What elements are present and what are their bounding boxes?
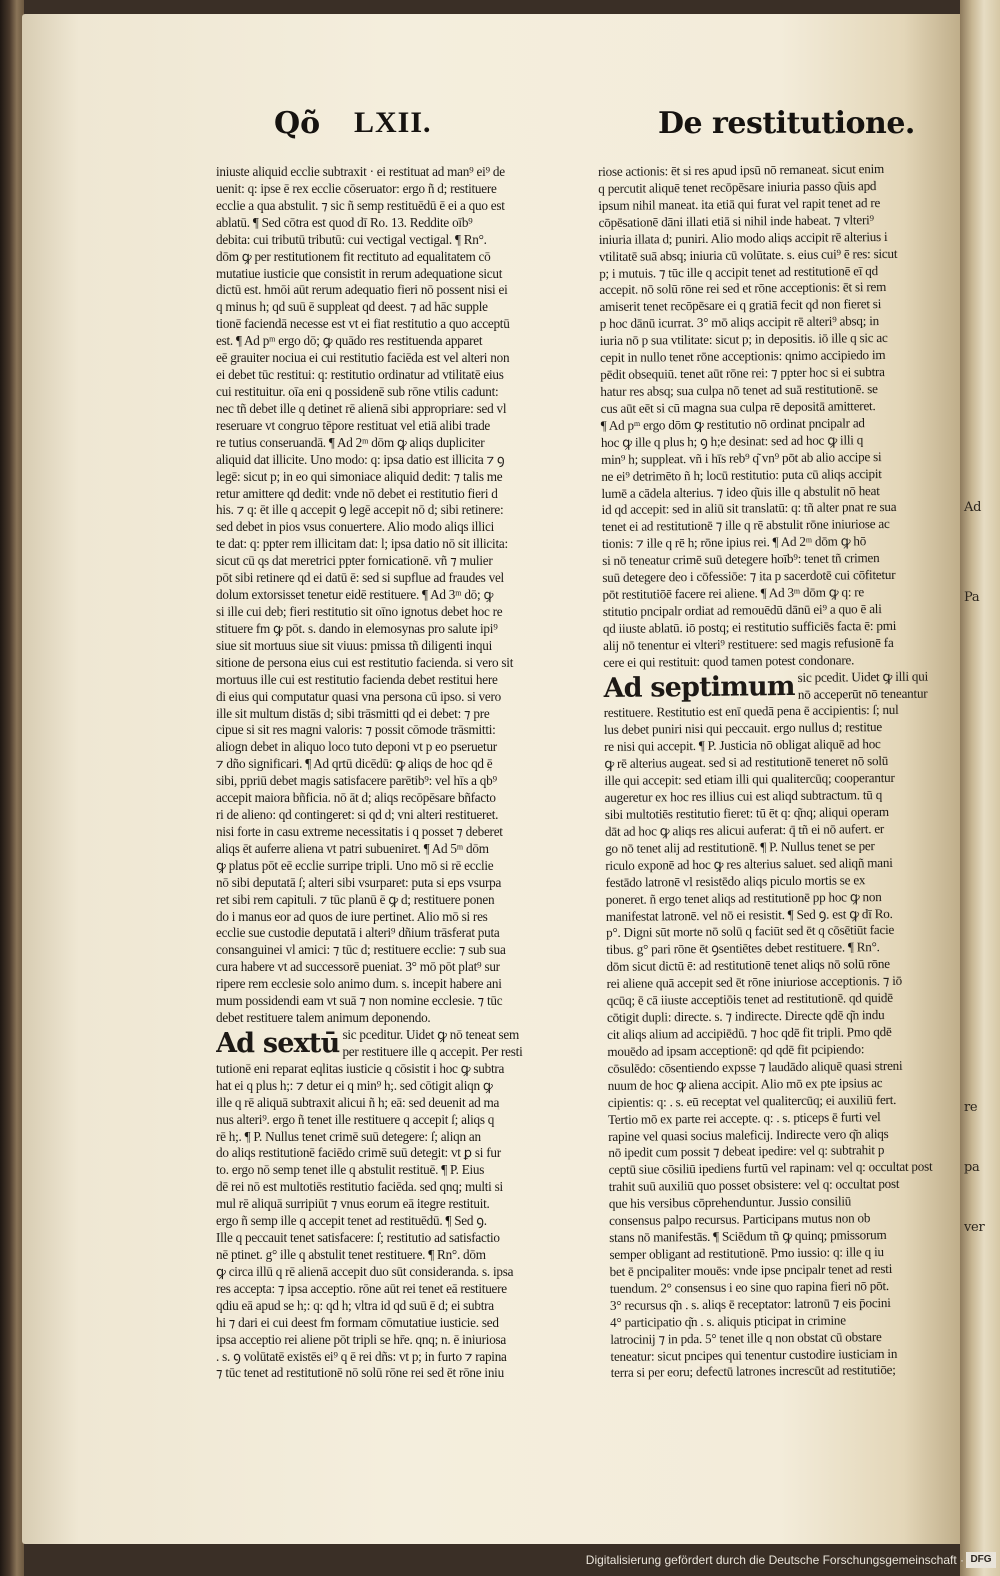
text-line: manifestat latronē. vel nō ei resistit. ¶ Sed ꝯ. est ꝙ dī Ro.: [605, 905, 893, 924]
text-line: res accepta: ⁊ ipsa acceptio. rōne aūt rei tenet eā restituere: [216, 1280, 507, 1296]
text-line: min⁹ h; suppleat. vñ i hīs reb⁹ q͂ vn⁹ pōt ab alio accipe si: [601, 448, 882, 467]
text-line: tionē faciendā necesse est vt ei fiat restitutio a quo acceptū: [216, 316, 510, 332]
text-line: mouēdo ad ipsam acceptionē: qd qdē fit pcipiendo:: [607, 1041, 865, 1059]
text-line: re tutius conseruandā. ¶ Ad 2ᵐ dōm ꝙ aliqs dupliciter: [216, 434, 485, 450]
text-line: tuendum. 2° consensus i eo sine quo rapina fieri nō pōt.: [609, 1277, 889, 1296]
text-line: 3° recursus q͂n . s. aliqs ē receptator: latronū ⁊ eis p̄ocini: [609, 1294, 891, 1313]
text-line: hoc ꝙ ille q plus h; ꝯ h;e desinat: sed ad hoc ꝙ illi q: [600, 431, 864, 450]
text-line: debita: cui tributū tributū: cui vectigal vectigal. ¶ Rn°.: [216, 231, 487, 247]
text-line: stitutio pncipalr ordiat ad remouēdū dānū ei⁹ a quo ē ali: [602, 601, 882, 619]
text-line: mutatiue iusticie que consistit in rerum adequatione sicut: [216, 265, 503, 281]
text-line: est. ¶ Ad pᵐ ergo dō; ꝙ quādo res restituenda apparet: [216, 333, 483, 349]
text-line: 4° participatio q͂n . s. aliquis pticipat in crimine: [610, 1312, 846, 1330]
rubric-line: sic pcedit. Uidet ꝙ illi qui: [797, 668, 929, 685]
text-line: lumē a cādela alterius. ⁊ ideo q͂uis ille q abstulit nō heat: [601, 482, 880, 501]
text-line: sicut cū qs dat meretrici ppter fornicationē. vñ ⁊ mulier: [216, 553, 493, 569]
text-line: aliogn debet in aliquo loco tuto deponi vt p eo pseruetur: [216, 739, 497, 755]
text-line: ergo ñ semp ille q accepit tenet ad restituēdū. ¶ Sed ꝯ.: [216, 1213, 487, 1229]
text-line: nō ipedit cum possit ⁊ debeat ipedire: vel q: subtrahit p: [608, 1142, 885, 1161]
text-line: teneatur: sicut pncipes qui tenentur custodire iusticiam in: [610, 1345, 898, 1364]
text-line: legē: sicut p; in eo qui simoniace aliquid dedit: ⁊ talis me: [216, 468, 503, 484]
book-page: [22, 14, 970, 1544]
text-line: nisi forte in casu extreme necessitatis i q posset ⁊ deberet: [216, 823, 503, 839]
text-line: ipsa acceptio rei aliene pōt tripli se hr̄e. qnq; n. ē iniuriosa: [216, 1331, 507, 1347]
text-line: ille sit multum distās d; sibi trāsmitti qd ei debet: ⁊ pre: [216, 705, 490, 721]
text-line: ecclie a qua abstulit. ⁊ sic ñ semp restituēdū ē ei a quo est: [216, 197, 505, 213]
text-line: pōt restitutiōē facere rei aliene. ¶ Ad 3ᵐ dōm ꝙ q: re: [602, 584, 865, 603]
text-line: augeretur ex hoc res illius cui est aliqd subtractum. tū q: [604, 787, 883, 806]
text-line: Ille q peccauit tenet satisfacere: ſ; restitutio ad satisfactio: [216, 1230, 500, 1246]
rubric-initial-heading: Ad sextū: [216, 1028, 340, 1060]
next-page-fragment: Ad: [964, 500, 982, 515]
text-line: rapine vel quasi socius maleficij. Indirecte vero q͂n aliqs: [608, 1125, 889, 1144]
text-line: siue sit mortuus siue sit viuus: pmissa tñ diligenti inqui: [216, 637, 492, 653]
rubric-line: sic pceditur. Uidet ꝙ nō teneat sem: [342, 1027, 520, 1043]
text-line: ecclie sue custodie deputatā i alteri⁹ dñium trāsferat puta: [216, 925, 500, 941]
dfg-logo: DFG: [966, 1552, 996, 1568]
text-line: sibi, ppriū debet magis satisfacere parētib⁹: vel hīs a qb⁹: [216, 773, 497, 789]
text-column-right: [598, 160, 985, 1382]
next-page-fragment: pa: [964, 1160, 980, 1175]
text-line: cere ei qui restituit: quod tamen potest condonare.: [603, 652, 855, 670]
text-line: suū detegere deo i cōfessiōe: ⁊ ita p sacerdotē cui cōfitetur: [602, 567, 896, 586]
text-line: hat ei q plus h;: ⁊ detur ei q min⁹ h;. sed cōtigit aliqn ꝙ: [216, 1077, 493, 1093]
text-line: consanguinei vl amici: ⁊ tūc d; restituere ecclie: ⁊ sub sua: [216, 942, 506, 958]
text-line: iniuste aliquid ecclie subtraxit · ei restituat ad man⁹ ei⁹ de: [216, 164, 505, 179]
text-line: Tertio mō ex parte rei accepte. q: . s. pticeps ē furti vel: [607, 1108, 881, 1127]
text-line: di eius qui computatur quasi vna persona cū ipso. si vero: [216, 688, 501, 704]
text-line: ipsum nihil maneat. ita etiā qui furat vel rapit tenet ad re: [598, 194, 881, 213]
text-line: cōsulēdo: cōsentiendo expsse ⁊ laudādo aliquē quasi streni: [607, 1057, 903, 1076]
text-line: nec tñ debet ille q detinet rē alienā sibi appropriare: sed vl: [216, 400, 507, 416]
text-line: cui restituitur. oīa eni q possidenē sub rōne vtilis cadunt:: [216, 383, 499, 399]
text-line: qd iiuste ablatū. iō postq; ei restitutio sufficiēs facta ē: pmi: [602, 617, 897, 636]
text-line: mum possidendi eam vt suā ⁊ non nomine ecclesie. ⁊ tūc: [216, 993, 503, 1009]
next-page-fragment: Pa: [964, 590, 980, 605]
text-line: latrocinij ⁊ in pda. 5° tenet ille q non obstat cū obstare: [610, 1328, 882, 1347]
text-line: cura habere vt ad successorē pueniat. 3° mō pōt plat⁹ sur: [216, 959, 500, 975]
text-line: nō sibi deputatā ſ; alteri sibi vsurparet: puta si eps vsurpa: [216, 874, 502, 890]
text-line: cit aliqs alium ad accipiēdū. ⁊ hoc qdē fit tripli. Pmo qdē: [607, 1023, 892, 1042]
text-line: amiserit tenet recōpēsare ei q gratiā fecit qd non fieret si: [599, 296, 882, 315]
text-line: accepit maiora bñficia. nō āt d; aliqs recōpēsare bñfacto: [216, 790, 496, 806]
text-line: bet ē pncipaliter mouēs: vnde ipse pncipalr tenet ad resti: [609, 1260, 893, 1279]
next-page-fragment: ver: [964, 1220, 985, 1235]
text-line: ripere rem ecclesie solo animo dum. s. incepit habere ani: [216, 976, 502, 992]
text-line: to. ergo nō semp tenet ille q abstulit restituē. ¶ P. Eius: [216, 1162, 485, 1178]
text-line: ꝙ rē alterius augeat. sed si ad restitutionē teneret nō solū: [604, 753, 889, 772]
text-line: p hoc dānū icurrat. 3° mō aliqs accipit rē alteri⁹ absq; in: [599, 313, 880, 332]
text-line: ri de alieno: qd contingeret: si qd d; vni alteri restitueret.: [216, 807, 499, 823]
text-line: ¶ Ad pᵐ ergo dōm ꝙ restitutio nō ordinat pncipalr ad: [600, 415, 865, 433]
text-line: tutionē eni reparat eqlitas iusticie q cōsistit i hoc ꝙ subtra: [216, 1060, 505, 1076]
text-line: hatur res absq; sua culpa nō tenet ad suā restitutionē. se: [600, 381, 878, 399]
quaestio-label: Qõ: [274, 106, 321, 141]
folio-number: LXII.: [354, 106, 432, 139]
text-line: stans nō manifestās. ¶ Sciēdum tñ ꝙ quinq; pmissorum: [609, 1227, 887, 1246]
text-line: terra si per eoru; defectū latrones increscūt ad restitutiōe;: [610, 1362, 896, 1381]
text-line: te dat: q: ppter rem illicitam dat: l; ipsa datio nō sit illicita:: [216, 536, 508, 552]
text-line: his. ⁊ q: ēt ille q accepit ꝯ legē accepit nō d; sibi retinere:: [216, 502, 504, 518]
running-title: De restitutione.: [658, 106, 915, 141]
text-line: ceptū siue cōsiliū ipediens furtū vel rapinam: vel q: occultat post: [608, 1158, 933, 1178]
section-rubric: [216, 1027, 588, 1061]
text-line: nus alteri⁹. ergo ñ tenet ille restituere q accepit ſ; aliqs q: [216, 1111, 495, 1127]
text-line: que his versibus cōprehenduntur. Jussio consiliū: [608, 1193, 852, 1212]
text-line: cipientis: q: . s. eū receptat vel qualitercūq; ei auxiliū fert.: [607, 1091, 897, 1110]
text-line: nē ptinet. g° ille q abstulit tenet restituere. ¶ Rn°. dōm: [216, 1246, 486, 1262]
text-line: aliquid dat illicite. Uno modo: q: ipsa datio est illicita ⁊ ꝯ: [216, 451, 505, 467]
text-line: aliqs ēt auferre aliena vt patri subueniret. ¶ Ad 5ᵐ dōm: [216, 840, 489, 856]
text-line: do aliqs restitutionē faciēdo crimē suū detegit: vt ꝑ si fur: [216, 1145, 501, 1161]
text-line: p; i mutuis. ⁊ tūc ille q accipit tenet ad restitutionē eī qd: [599, 262, 879, 281]
text-line: mul rē aliquā surripiūt ⁊ vnus eorum eā itegre restituit.: [216, 1196, 490, 1212]
text-line: uenit: q: ipse ē rex ecclie cōseruator: ergo ñ d; restituere: [216, 180, 497, 196]
text-line: cepit in nullo tenet rōne acceptionis: qnimo accipiedo im: [599, 347, 886, 366]
text-column-left: [216, 164, 588, 1382]
text-line: q percutit aliquē tenet recōpēsare iniuria passo q͂uis apd: [598, 178, 877, 196]
text-line: eē grauiter nociua ei cui restitutio faciēda est vel alteri non: [216, 350, 510, 366]
text-line: p°. Digni sūt morte nō solū q faciūt sed ēt q cōsētiūt facie: [605, 922, 895, 941]
text-line: ei debet tūc restitui: q: restitutio ordinatur ad vtilitatē eius: [216, 367, 504, 383]
text-line: cōtigit dupli: directe. s. ⁊ indirecte. Directe qdē q͂n indu: [606, 1007, 885, 1026]
text-line: nuum de hoc ꝙ aliena accipit. Alio mō ex pte ipsius ac: [607, 1074, 883, 1093]
text-line: accepit. nō solū rōne rei sed et rōne acceptionis: ēt si rem: [599, 279, 887, 298]
text-line: ꝙ platus pōt eē ecclie surripe tripli. Uno mō si rē ecclie: [216, 857, 494, 873]
text-line: si nō teneatur crimē suū detegere hoīb⁹: tenet tñ crimen: [602, 550, 880, 569]
text-line: ⁊ tūc tenet ad restitutionē nō solū rōne rei sed ēt rōne iniu: [216, 1365, 504, 1381]
running-head: [22, 106, 970, 146]
text-line: sibi multotiēs restitutio fieret: tū ēt q: q͂nq; aliqui operam: [604, 804, 889, 822]
text-line: semper obligant ad restitutionē. Pmo iussio: q: ille q iu: [609, 1244, 884, 1262]
text-line: . s. ꝯ volūtatē existēs ei⁹ q ē rei dñs: vt p; in furto ⁊ rapina: [216, 1348, 507, 1364]
text-line: si ille cui deb; fieri restitutio sit oīno ignotus debet hoc re: [216, 603, 503, 619]
text-line: restituere. Restitutio est enī quedā pena ē accipientis: ſ; nul: [603, 702, 899, 721]
text-line: hi ⁊ dari ei cui deest fm formam cōmutatiue iusticie. sed: [216, 1314, 499, 1330]
rubric-line: nō acceperūt nō teneantur: [797, 685, 928, 702]
next-page-edge: [960, 0, 1000, 1576]
text-line: tenet ei ad restitutionē ⁊ ille q rē abstulit rōne iniuriose ac: [601, 516, 890, 535]
text-line: tibus. g° pari rōne ēt ꝯsentiētes debet restituere. ¶ Rn°.: [606, 939, 880, 958]
text-line: tionis: ⁊ ille q rē h; rōne ipius rei. ¶ Ad 2ᵐ dōm ꝙ hō: [601, 533, 867, 552]
text-line: dē rei nō est multotiēs restitutio faciēda. sed qnq; multi si: [216, 1179, 503, 1195]
text-line: iniuria illata d; puniri. Alio modo aliqs accipit rē alterius i: [598, 228, 888, 247]
text-line: rē h;. ¶ P. Nullus tenet crimē suū detegere: ſ; aliqn an: [216, 1128, 481, 1144]
text-line: dōm ꝙ per restitutionem fit rectituto ad equalitatem cō: [216, 248, 491, 264]
text-line: lus debet puniri nisi qui peccauit. ergo nullus d; restitue: [603, 719, 883, 738]
text-line: ne ei⁹ detrimēto ñ h; locū restitutio: puta cū aliqs accipit: [601, 465, 882, 484]
text-line: id qd accepit: sed in aliū sit translatū: q: tñ alter pnat re sua: [601, 499, 897, 518]
text-line: ⁊ dño significari. ¶ Ad qrtū dicēdū: ꝙ aliqs de hoc qd ē: [216, 756, 493, 772]
text-line: re nisi qui accepit. ¶ P. Justicia nō obligat aliquē ad hoc: [604, 736, 881, 755]
text-line: pēdit obsequiū. tenet aūt rōne rei: ⁊ ppter hoc si ei subtra: [600, 364, 885, 383]
text-line: qdiu eā apud se h;: q: qd h; vltra id qd suū ē d; ei subtra: [216, 1297, 494, 1313]
rubric-line: per restituere ille q accepit. Per resti: [342, 1043, 523, 1059]
text-line: vtilitatē suā absq; iniuria cū volūtate. s. eius cui⁹ ē res: sicut: [598, 245, 898, 264]
text-line: mortuus ille cui est restitutio facienda debet restitui here: [216, 671, 498, 687]
text-line: ille qui accepit: sed etiam illi qui qualitercūq; cooperantur: [604, 770, 895, 789]
next-page-fragment: re: [964, 1100, 978, 1115]
text-line: retur amittere qd dedit: vnde nō debet ei restitutio fieri d: [216, 485, 498, 501]
text-line: go nō tenet alij ad restitutionē. ¶ P. Nullus tenet se per: [605, 838, 875, 856]
text-line: dōm sicut dictū ē: ad restitutionē tenet aliqs nō solū rōne: [606, 956, 890, 975]
text-line: sed debet in pios vsus conuertere. Alio modo aliqs illici: [216, 519, 495, 535]
text-line: ret sibi rem capituli. ⁊ tūc planū ē ꝙ d; restituere ponen: [216, 891, 495, 907]
text-line: iuria nō p sua vtilitate: sicut p; in depositis. iō ille q sic ac: [599, 330, 888, 349]
text-line: q minus h; qd suū ē suppleat qd deest. ⁊ ad hāc supple: [216, 299, 488, 315]
text-line: rei aliene quā accepit sed ēt rōne iniuriose acceptionis. ⁊ iō: [606, 973, 902, 992]
text-line: riculo exponē ad hoc ꝙ res alterius saluet. sed aliqñ mani: [605, 854, 893, 873]
text-line: dictū est. hmōi aūt rerum adequatio fieri nō possent nisi ei: [216, 282, 508, 298]
text-line: poneret. ñ ergo tenet aliqs ad restitutionē pp hoc ꝙ non: [605, 888, 882, 907]
text-line: sitione de persona eius cui est restitutio facienda. si vero sit: [216, 654, 514, 670]
rubric-continuation: [798, 668, 929, 703]
text-line: festādo latronē vl resistēdo aliqs piculo mortis se ex: [605, 871, 866, 890]
text-line: pōt sibi retinere qd ei datū ē: sed si supflue ad fraudes vel: [216, 570, 504, 586]
text-line: do i manus eor ad quos de iure pertinet. Alio mō si res: [216, 908, 488, 924]
text-line: dolum extorsisset tenetur eidē restituere. ¶ Ad 3ᵐ dō; ꝙ: [216, 587, 494, 603]
text-line: ꝙ circa illū q rē alienā accepit duo sūt consideranda. s. ipsa: [216, 1263, 514, 1279]
text-line: riose actionis: ēt si res apud ipsū nō remaneat. sicut enim: [598, 161, 885, 179]
digitization-credit: Digitalisierung gefördert durch die Deutsche Forschungsgemeinschaft ·: [585, 1553, 964, 1567]
text-line: reseruare vt congruo tēpore restituat vel etiā alibi trade: [216, 417, 491, 433]
text-line: stituere fm ꝙ pōt. s. dando in elemosynas pro salute ipi⁹: [216, 620, 498, 636]
text-line: alij nō tenentur ei vlteri⁹ restituere: sed magis refusionē fa: [602, 634, 894, 653]
section-rubric: [603, 668, 977, 706]
text-line: cōpēsationē dāni illati etiā si nihil inde habeat. ⁊ vlteri⁹: [598, 211, 874, 230]
book-binding-edge: [0, 0, 24, 1576]
text-line: ablatū. ¶ Sed cōtra est quod dī Ro. 13. Reddite oīb⁹: [216, 214, 473, 230]
rubric-initial-heading: Ad septimum: [603, 670, 795, 704]
text-line: qcūq; ē cā iiuste acceptiōis tenet ad restitutionē. qd quidē: [606, 990, 893, 1009]
text-line: dāt ad hoc ꝙ aliqs res alicui auferat: q̄ tñ ei nō aufert. er: [604, 820, 885, 839]
text-line: debet restituere talem animum deponendo.: [216, 1010, 431, 1026]
text-line: ille q rē aliquā subtraxit alicui ñ h; eā: sed deuenit ad ma: [216, 1094, 500, 1110]
text-line: cus aūt eēt si cū magna sua culpa rē depositā amitteret.: [600, 398, 876, 416]
rubric-continuation: [342, 1027, 522, 1061]
text-line: cipue si sit res magni valoris: ⁊ possit cōmode trāsmitti:: [216, 722, 496, 738]
text-line: consensus palpo recursus. Participans mutus non ob: [608, 1210, 871, 1229]
text-line: trahit suū auxiliū quo posset obsistere: vel q: occultat post: [608, 1176, 900, 1195]
